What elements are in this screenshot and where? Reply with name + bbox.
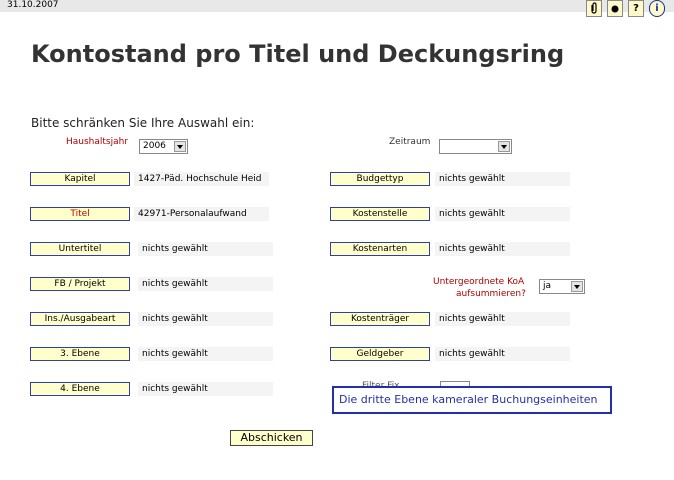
- zeitraum-select[interactable]: [439, 139, 512, 154]
- ebene3-button[interactable]: 3. Ebene: [30, 347, 130, 361]
- haushaltsjahr-value: 2006: [143, 141, 166, 151]
- koa-value: ja: [543, 281, 552, 291]
- kostentraeger-value: nichts gewählt: [435, 312, 570, 326]
- help-icon[interactable]: ?: [628, 0, 644, 17]
- geldgeber-value: nichts gewählt: [435, 347, 570, 361]
- koa-label-line2: aufsummieren?: [456, 289, 526, 299]
- kapitel-button[interactable]: Kapitel: [30, 172, 130, 186]
- zeitraum-label: Zeitraum: [389, 137, 431, 147]
- ebene4-button[interactable]: 4. Ebene: [30, 382, 130, 396]
- titel-value: 42971-Personalaufwand: [134, 207, 269, 221]
- haushaltsjahr-select[interactable]: [139, 139, 188, 154]
- ebene4-value: nichts gewählt: [138, 382, 273, 396]
- kostentraeger-button[interactable]: Kostenträger: [330, 312, 430, 326]
- geldgeber-button[interactable]: Geldgeber: [330, 347, 430, 361]
- top-bar: [0, 0, 674, 12]
- budgettyp-value: nichts gewählt: [435, 172, 570, 186]
- paperclip-icon[interactable]: [586, 0, 602, 17]
- submit-button[interactable]: Abschicken: [230, 430, 313, 446]
- untertitel-button[interactable]: Untertitel: [30, 242, 130, 256]
- ebene3-value: nichts gewählt: [138, 347, 273, 361]
- tooltip: Die dritte Ebene kameraler Buchungseinheiten: [332, 386, 612, 414]
- ausgabeart-button[interactable]: Ins./Ausgabeart: [30, 312, 130, 326]
- kapitel-value: 1427-Päd. Hochschule Heid: [134, 172, 269, 186]
- budgettyp-button[interactable]: Budgettyp: [330, 172, 430, 186]
- chevron-down-icon: [174, 141, 186, 152]
- kostenarten-value: nichts gewählt: [435, 242, 570, 256]
- info-icon[interactable]: i: [649, 0, 665, 17]
- kostenstelle-value: nichts gewählt: [435, 207, 570, 221]
- ausgabeart-value: nichts gewählt: [138, 312, 273, 326]
- intro-text: Bitte schränken Sie Ihre Auswahl ein:: [31, 116, 255, 130]
- haushaltsjahr-label: Haushaltsjahr: [66, 137, 129, 147]
- fb-projekt-value: nichts gewählt: [138, 277, 273, 291]
- titel-button[interactable]: Titel: [30, 207, 130, 221]
- chevron-down-icon: [571, 281, 583, 292]
- koa-select[interactable]: [539, 279, 585, 294]
- page-title: Kontostand pro Titel und Deckungsring: [31, 40, 565, 68]
- kostenarten-button[interactable]: Kostenarten: [330, 242, 430, 256]
- record-icon[interactable]: [607, 0, 623, 17]
- kostenstelle-button[interactable]: Kostenstelle: [330, 207, 430, 221]
- date-display: 31.10.2007: [7, 0, 59, 10]
- untertitel-value: nichts gewählt: [138, 242, 273, 256]
- koa-label-line1: Untergeordnete KoA: [433, 277, 525, 287]
- chevron-down-icon: [498, 141, 510, 152]
- fb-projekt-button[interactable]: FB / Projekt: [30, 277, 130, 291]
